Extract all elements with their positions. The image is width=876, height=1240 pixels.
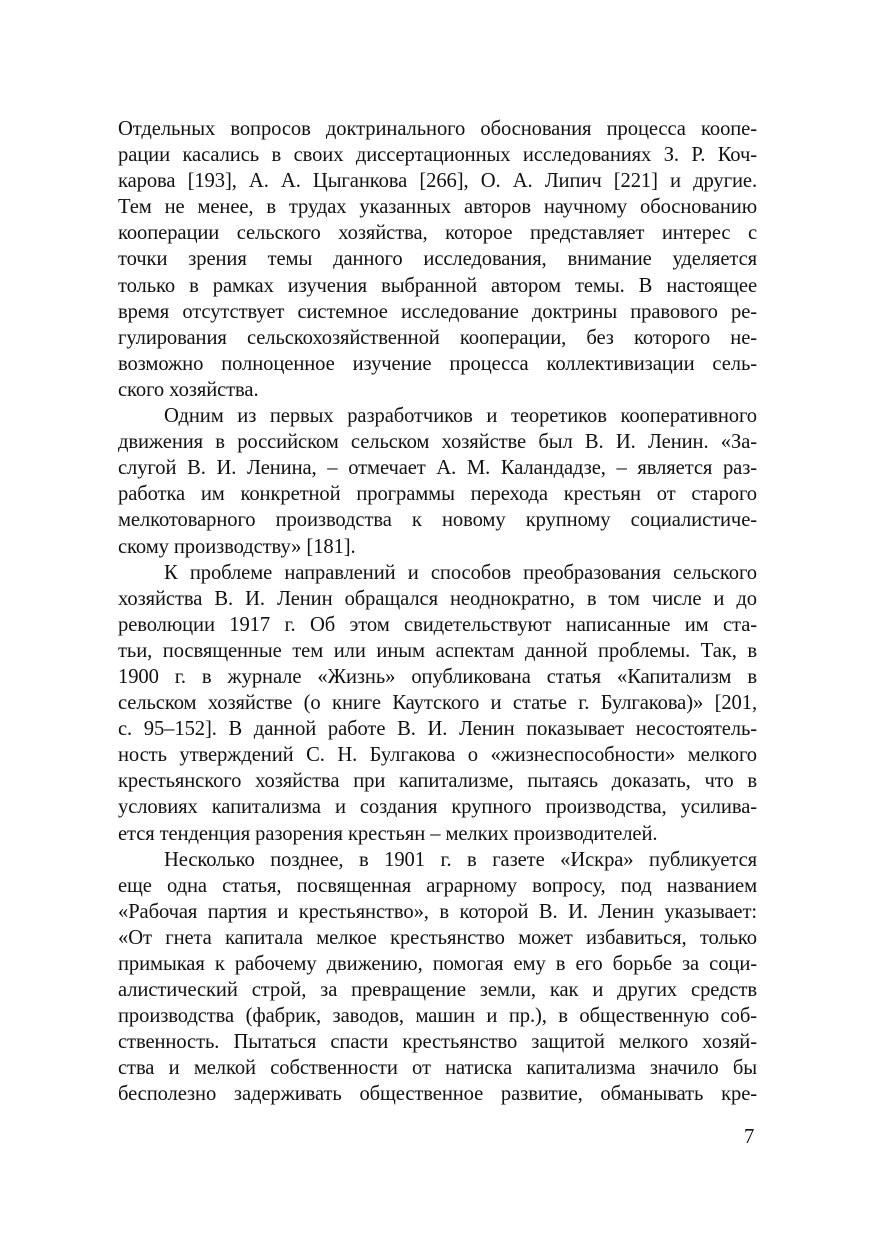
paragraph <box>118 116 757 403</box>
text-line: Одним из первых разработчиков и теоретиков кооперативного <box>164 405 757 428</box>
page-number: 7 <box>744 1126 755 1148</box>
text-line: крестьянского хозяйства при капитализме, пытаясь доказать, что в <box>118 770 757 793</box>
text-line: ственность. Пытаться спасти крестьянство защитой мелкого хозяй- <box>118 1031 757 1054</box>
text-line: «Рабочая партия и крестьянство», в которой В. И. Ленин указывает: <box>118 900 757 923</box>
paragraph <box>118 403 757 560</box>
text-line: революции 1917 г. Об этом свидетельствуют написанные им ста- <box>118 613 757 636</box>
text-line: кооперации сельского хозяйства, которое представляет интерес с <box>118 222 757 245</box>
text-line: точки зрения темы данного исследования, внимание уделяется <box>118 248 757 271</box>
text-line: только в рамках изучения выбранной автором темы. В настоящее <box>118 274 757 297</box>
paragraph <box>118 560 757 847</box>
text-line: время отсутствует системное исследование доктрины правового ре- <box>118 300 757 323</box>
text-line: с. 95–152]. В данной работе В. И. Ленин показывает несостоятель- <box>118 718 757 741</box>
text-line: сельском хозяйстве (о книге Каутского и статье г. Булгакова)» [201, <box>118 692 757 715</box>
page-body <box>118 116 757 1108</box>
text-line: работка им конкретной программы перехода крестьян от старого <box>118 483 757 506</box>
text-line: мелкотоварного производства к новому крупному социалистиче- <box>118 509 757 532</box>
text-line: 1900 г. в журнале «Жизнь» опубликована статья «Капитализм в <box>118 665 757 688</box>
text-line: ского хозяйства. <box>118 378 259 401</box>
text-line: «От гнета капитала мелкое крестьянство может избавиться, только <box>118 926 757 949</box>
text-line: хозяйства В. И. Ленин обращался неоднократно, в том числе и до <box>118 587 757 610</box>
text-line: еще одна статья, посвященная аграрному вопросу, под названием <box>118 874 757 897</box>
text-line: Отдельных вопросов доктринального обоснования процесса коопе- <box>118 118 757 140</box>
text-line: тьи, посвященные тем или иным аспектам данной проблемы. Так, в <box>118 639 757 662</box>
text-line: К проблеме направлений и способов преобразования сельского <box>164 561 757 584</box>
text-line: примыкая к рабочему движению, помогая ему в его борьбе за соци- <box>118 953 757 975</box>
text-line: ется тенденция разорения крестьян – мелких производителей. <box>118 822 658 845</box>
text-line: Несколько позднее, в 1901 г. в газете «Искра» публикуется <box>164 848 757 871</box>
text-line: производства (фабрик, заводов, машин и пр.), в общественную соб- <box>118 1005 757 1028</box>
text-line: возможно полноценное изучение процесса коллективизации сель- <box>118 352 757 375</box>
text-line: скому производству» [181]. <box>118 535 356 558</box>
paragraph <box>118 847 757 1108</box>
text-line: бесполезно задерживать общественное развитие, обманывать кре- <box>118 1083 757 1106</box>
text-line: условиях капитализма и создания крупного производства, усилива- <box>118 796 757 819</box>
text-line: карова [193], А. А. Цыганкова [266], О. А. Липич [221] и другие. <box>118 170 757 193</box>
text-line: алистический строй, за превращение земли, как и других средств <box>118 979 757 1002</box>
text-line: Тем не менее, в трудах указанных авторов научному обоснованию <box>118 196 757 219</box>
text-line: гулирования сельскохозяйственной кооперации, без которого не- <box>118 326 757 349</box>
text-line: движения в российском сельском хозяйстве был В. И. Ленин. «За- <box>118 431 757 454</box>
text-line: ства и мелкой собственности от натиска капитализма значило бы <box>118 1057 757 1080</box>
text-line: ность утверждений С. Н. Булгакова о «жизнеспособности» мелкого <box>118 744 757 767</box>
text-line: рации касались в своих диссертационных исследованиях З. Р. Коч- <box>118 144 757 167</box>
text-line: слугой В. И. Ленина, – отмечает А. М. Каландадзе, – является раз- <box>118 457 757 480</box>
